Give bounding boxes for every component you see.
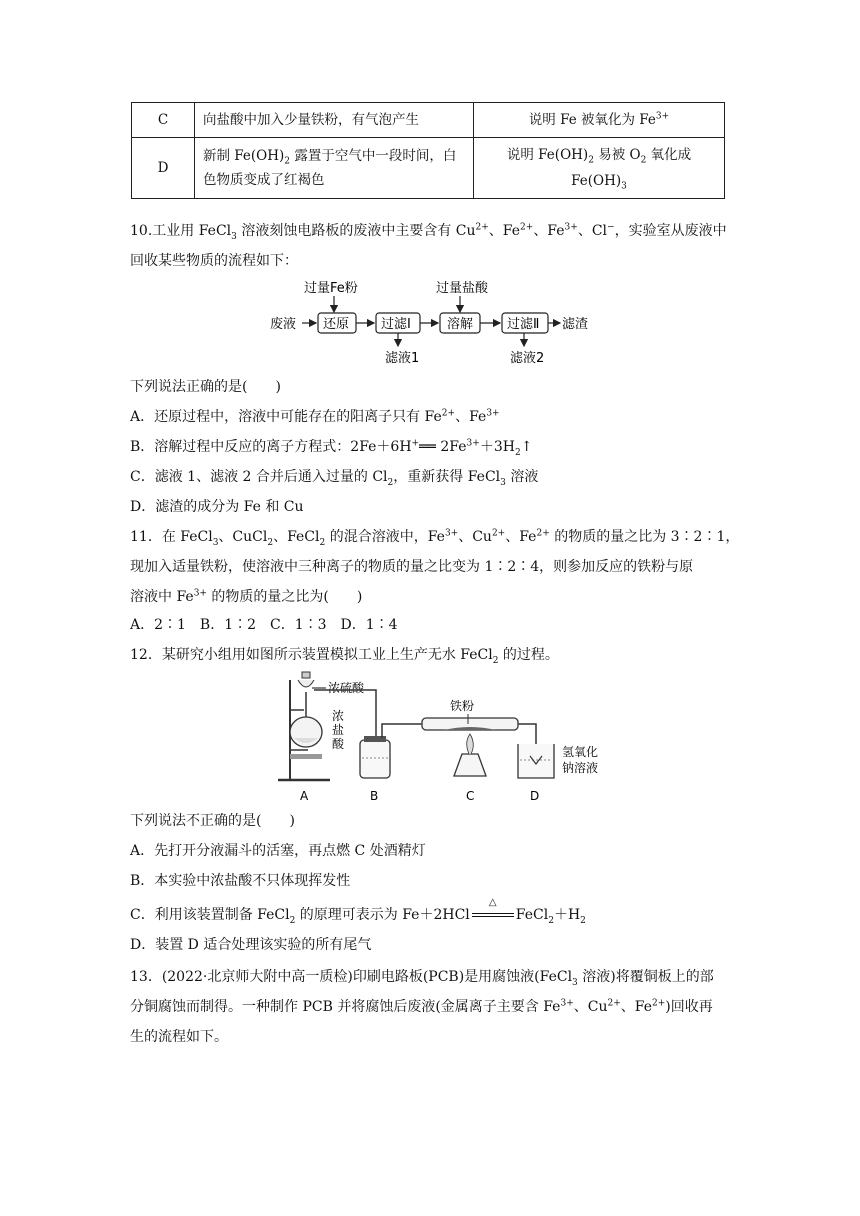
q12-option-a: A．先打开分液漏斗的活塞，再点燃 C 处酒精灯 xyxy=(130,843,426,859)
q13-stem-line2: 分铜腐蚀而制得。一种制作 PCB 并将腐蚀后废液(金属离子主要含 $Fe^{3+}$、$Cu^{2+}$、$Fe^{2+}$)回收再 xyxy=(130,998,713,1015)
alcohol-lamp-icon xyxy=(454,754,486,776)
q13-stem-line3: 生的流程如下。 xyxy=(130,1029,228,1045)
q12-stem: 12．某研究小组用如图所示装置模拟工业上生产无水 FeCl$_2$ 的过程。 xyxy=(130,647,559,666)
options-table xyxy=(131,102,725,199)
flow-input: 废液 xyxy=(270,317,297,332)
wash-bottle-icon xyxy=(360,740,390,778)
flow-output: 滤渣 xyxy=(562,317,589,332)
q10-stem-line1: 10.工业用 FeCl$_3$ 溶液刻蚀电路板的废液中主要含有 $Cu^{2+}$、$Fe^{2+}$、$Fe^{3+}$、Cl−，实验室从废液中 xyxy=(130,222,727,242)
row-operation: 新制 $Fe(OH)_2$ 露置于空气中一段时间，白色物质变成了红褐色 xyxy=(195,138,474,199)
label-hcl-2: 盐 xyxy=(332,723,345,737)
label-d: D xyxy=(530,789,540,803)
q12-option-c: C．利用该装置制备 FeCl$_2$ 的原理可表示为 Fe＋2HCl △ $FeCl_2+H_2$ xyxy=(130,904,735,926)
q10-option-c: C．滤液 1、滤液 2 合并后通入过量的 $Cl_2$，重新获得 FeCl$_3$ 溶液 xyxy=(130,469,539,488)
label-hcl-1: 浓 xyxy=(332,709,345,723)
row-key: D xyxy=(132,138,195,199)
table-row xyxy=(132,138,725,199)
row-key: C xyxy=(132,103,195,138)
q10-option-d: D．滤渣的成分为 Fe 和 Cu xyxy=(130,499,304,515)
label-a: A xyxy=(300,789,309,803)
q12-option-b: B．本实验中浓盐酸不只体现挥发性 xyxy=(130,873,351,889)
svg-text:过滤Ⅱ: 过滤Ⅱ xyxy=(507,317,540,332)
q10-ask: 下列说法正确的是( ) xyxy=(130,379,281,395)
label-fe: 铁粉 xyxy=(450,699,475,713)
q13-stem-line1: 13．(2022·北京师大附中高一质检)印刷电路板(PCB)是用腐蚀液(FeCl$_3$ 溶液)将覆铜板上的部 xyxy=(130,969,714,988)
q10-flow-diagram xyxy=(268,274,598,368)
q11-stem-line3: 溶液中 $Fe^{3+}$ 的物质的量之比为( ) xyxy=(130,588,363,605)
q11-stem-line1: 11．在 FeCl$_3$、CuCl$_2$、FeCl$_2$ 的混合溶液中，$Fe^{3+}$、$Cu^{2+}$、$Fe^{2+}$ 的物质的量之比为 3∶2∶1， xyxy=(130,528,740,548)
q10-stem-line2: 回收某些物质的流程如下： xyxy=(130,253,298,269)
flow-filtrate1: 滤液1 xyxy=(385,351,420,366)
q11-options: A．2∶1 B．1∶2 C．1∶3 D．1∶4 xyxy=(130,617,398,633)
heat-symbol: △ xyxy=(488,897,497,908)
q12-ask: 下列说法不正确的是( ) xyxy=(130,813,295,829)
table-row xyxy=(132,103,725,138)
beaker-icon xyxy=(518,744,554,778)
row-operation: 向盐酸中加入少量铁粉，有气泡产生 xyxy=(195,103,474,138)
q10-option-a: A．还原过程中，溶液中可能存在的阳离子只有 $Fe^{2+}$、$Fe^{3+}$ xyxy=(130,408,500,425)
flow-add-fe: 过量Fe粉 xyxy=(304,281,358,296)
q12-apparatus-figure xyxy=(272,668,599,804)
label-h2so4: 浓硫酸 xyxy=(328,681,365,695)
svg-text:过滤Ⅰ: 过滤Ⅰ xyxy=(381,317,411,332)
label-naoh-2: 钠溶液 xyxy=(562,761,599,775)
funnel-icon xyxy=(298,680,314,687)
label-hcl-3: 酸 xyxy=(332,737,345,751)
label-naoh-1: 氢氧化 xyxy=(562,745,599,759)
svg-text:还原: 还原 xyxy=(323,317,350,332)
label-c: C xyxy=(466,789,475,803)
row-conclusion: 说明 $Fe(OH)_2$ 易被 $O_2$ 氧化成 $Fe(OH)_3$ xyxy=(474,138,725,199)
flow-filtrate2: 滤液2 xyxy=(510,351,545,366)
q10-option-b: B．溶解过程中反应的离子方程式：2Fe＋6H+══ $2Fe^{3+}+3H_2↑$ xyxy=(130,438,533,458)
q11-stem-line2: 现加入适量铁粉，使溶液中三种离子的物质的量之比变为 1∶2∶4，则参加反应的铁粉与原 xyxy=(130,559,694,575)
svg-text:溶解: 溶解 xyxy=(447,317,474,332)
q12-option-d: D．装置 D 适合处理该实验的所有尾气 xyxy=(130,937,372,953)
flow-add-hcl: 过量盐酸 xyxy=(436,281,489,296)
row-conclusion: 说明 Fe 被氧化为 $Fe^{3+}$ xyxy=(474,103,725,138)
label-b: B xyxy=(370,789,379,803)
